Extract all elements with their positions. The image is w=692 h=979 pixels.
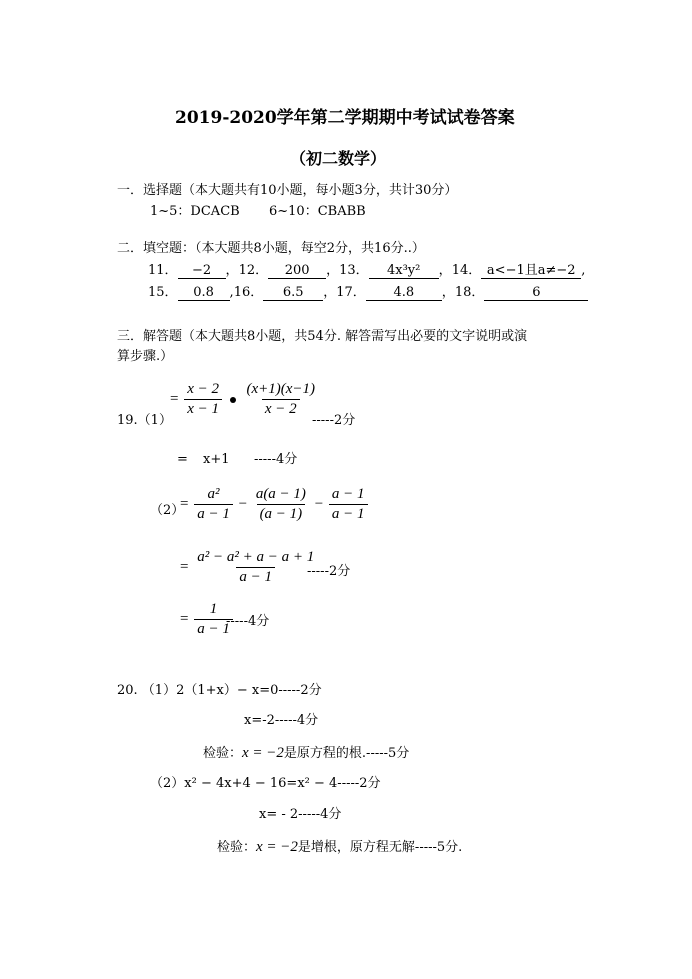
q20-part2-line2: x= - 2-----4分	[259, 807, 342, 822]
q15-sep: ,	[229, 285, 234, 300]
check-text: 是原方程的根.-----5分	[283, 746, 410, 761]
numerator: a² − a² + a − a + 1	[197, 549, 315, 565]
check-label: 检验：	[217, 840, 257, 855]
q13-sep: ，	[438, 263, 452, 278]
q18-answer: 6	[484, 286, 588, 301]
q17-sep: ，	[441, 285, 455, 300]
q19-part1-expression	[170, 382, 320, 417]
fraction	[329, 487, 368, 522]
q13-number: 13．	[339, 263, 369, 278]
q19-part2-label: （2）	[150, 503, 185, 518]
equals-sign: =	[170, 390, 179, 407]
fraction	[244, 382, 319, 417]
section3-heading-line1: 三．解答题（本大题共8小题，共54分. 解答需写出必要的文字说明或演	[117, 329, 528, 344]
numerator: 1	[209, 601, 218, 617]
numerator: x − 2	[187, 381, 219, 397]
q11-sep: ，	[225, 263, 239, 278]
denominator: (a − 1)	[257, 504, 306, 522]
q17-number: 17．	[336, 285, 366, 300]
q16-sep: ，	[323, 285, 337, 300]
q19-result: x+1	[203, 452, 230, 467]
equals-sign: =	[180, 495, 189, 512]
check-label: 检验：	[203, 746, 243, 761]
q19-label: 19.（1）	[117, 413, 172, 428]
q12-answer: 200	[268, 264, 326, 279]
q14-answer: a<−1且a≠−2	[481, 264, 581, 279]
denominator: a − 1	[236, 567, 275, 585]
numerator: a²	[207, 486, 220, 502]
q16-number: 16．	[233, 285, 264, 300]
q12-sep: ，	[326, 263, 340, 278]
minus-sign: −	[314, 495, 324, 512]
denominator: a − 1	[194, 504, 233, 522]
q11-number: 11．	[148, 263, 178, 278]
section1-answers-a: 1~5：DCACB	[150, 204, 240, 219]
q19-part2-step2	[180, 550, 319, 585]
row1-end: ,	[581, 263, 586, 278]
q19-part2-expression	[180, 487, 370, 522]
q20-part2-line1: （2）x² − 4x+4 − 16=x² − 4-----2分	[150, 776, 381, 791]
equals-sign: =	[180, 558, 189, 575]
fraction	[184, 382, 222, 417]
page-subtitle: （初二数学）	[290, 149, 387, 168]
denominator: a − 1	[329, 504, 368, 522]
q17-answer: 4.8	[366, 286, 442, 301]
page-title: 2019-2020学年第二学期期中考试试卷答案	[175, 108, 515, 128]
fraction	[253, 487, 309, 522]
section3-heading-line2: 算步骤.）	[117, 349, 174, 364]
check-math: x = −2	[242, 745, 284, 761]
q13-answer: 4x³y²	[369, 264, 439, 279]
check-math: x = −2	[256, 839, 298, 855]
fill-row-2	[148, 286, 588, 301]
q20-part1-check	[203, 746, 409, 761]
q19-score-1: -----2分	[312, 413, 356, 428]
q19-score-3: -----2分	[307, 564, 351, 579]
minus-sign: −	[238, 495, 248, 512]
multiply-dot-icon	[230, 397, 236, 403]
numerator: a(a − 1)	[255, 486, 306, 502]
q12-number: 12．	[238, 263, 269, 278]
q18-number: 18．	[454, 285, 485, 300]
fraction	[194, 487, 233, 522]
q20-part1-line2: x=-2-----4分	[244, 713, 319, 728]
numerator: a − 1	[331, 486, 365, 502]
q14-number: 14．	[451, 263, 482, 278]
q19-result-equals: =	[177, 452, 188, 467]
q15-answer: 0.8	[178, 286, 230, 301]
q16-answer: 6.5	[263, 286, 323, 301]
q20-part2-check	[217, 840, 462, 855]
q11-answer: −2	[178, 264, 226, 279]
q15-number: 15．	[148, 285, 178, 300]
numerator: (x+1)(x−1)	[246, 381, 316, 397]
check-text: 是增根，原方程无解-----5分.	[297, 840, 463, 855]
denominator: a − 1	[194, 619, 233, 637]
q20-part1-line1: 20. （1）2（1+x）− x=0-----2分	[117, 683, 322, 698]
section1-answers-b: 6~10：CBABB	[269, 204, 366, 219]
fraction	[194, 550, 317, 585]
equals-sign: =	[180, 610, 189, 627]
section1-heading: 一．选择题（本大题共有10小题，每小题3分，共计30分）	[117, 183, 458, 198]
fill-row-1	[148, 264, 585, 279]
section2-heading: 二．填空题：（本大题共8小题，每空2分，共16分..）	[117, 241, 425, 256]
q19-score-4: -----4分	[226, 614, 270, 629]
denominator: x − 1	[184, 399, 222, 417]
denominator: x − 2	[262, 399, 300, 417]
q19-score-2: -----4分	[254, 452, 298, 467]
